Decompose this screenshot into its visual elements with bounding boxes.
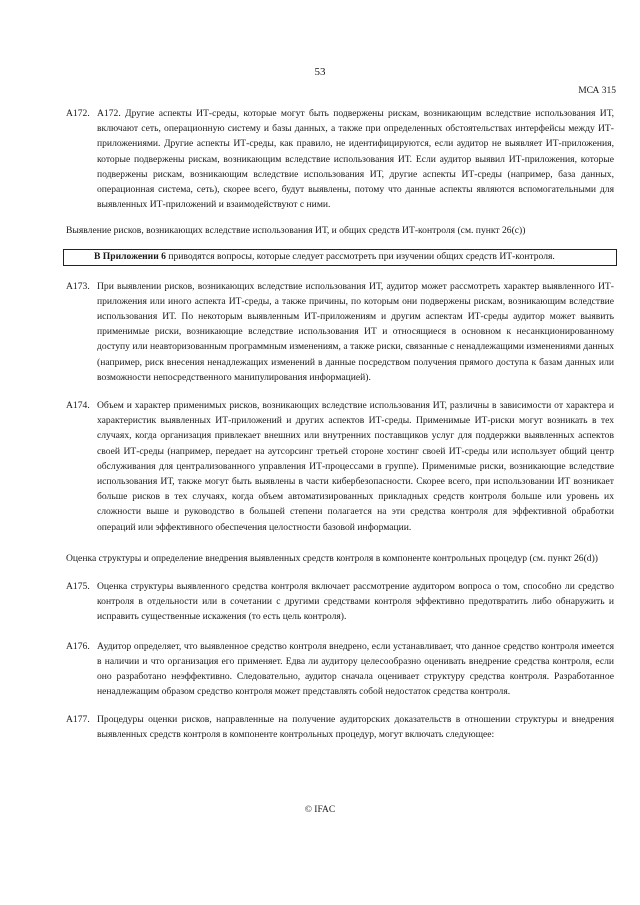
paragraph-text: Аудитор определяет, что выявленное средство контроля внедрено, если устанавливает, что данное средство контроля имеется в наличии и что организация его применяет. Едва ли аудитору целесообразно оценивать внедрение средства контроля, если оно разработано неэффективно. Следовательно, аудитор сначала оценивает структуру средства контроля. Разработанное ненадлежащим образом средство контроля может представлять собой недостаток средства контроля. [97, 640, 614, 698]
paragraph-a173 [66, 279, 614, 385]
paragraph-text: Процедуры оценки рисков, направленные на получение аудиторских доказательств в отношении структуры и внедрения выявленных средств контроля в компоненте контрольных процедур, могут включать следующее: [97, 713, 614, 740]
page-number: 53 [314, 66, 326, 78]
footer-copyright: © IFAC [304, 805, 336, 815]
paragraph-number: A176. [66, 640, 90, 652]
paragraph-text: Оценка структуры выявленного средства контроля включает рассмотрение аудитором вопроса о том, способно ли средство контроля в отдельности или в сочетании с другими средствами контроля эффективно предотвратить либо обнаружить и исправить существенные искажения (то есть цель контроля). [97, 581, 614, 623]
paragraph-text: Объем и характер применимых рисков, возникающих вследствие использования ИТ, различны в зависимости от характера и характеристик выявленных ИТ-приложений и других аспектов ИТ-среды. Применимые ИТ-риски могут возникать в тех случаях, когда организация привлекает внешних или внутренних поставщиков услуг для поддержки выявленных аспектов своей ИТ-среды (например, передает на аутсорсинг третьей стороне хостинг своей ИТ-среды или использует общий центр обслуживания для централизованного управления ИТ-процессами в группе). Применимые риски, возникающие вследствие использования ИТ, также могут быть выявлены в части кибербезопасности. Скорее всего, при использовании ИТ возникает больше рисков в тех случаях, когда объем автоматизированных прикладных средств контроля больше или уровень их сложности выше и руководство в большей степени полагается на эти средства контроля для эффективной обработки операций или эффективного обеспечения целостности базовой информации. [97, 400, 614, 533]
paragraph-number: A175. [66, 581, 90, 593]
paragraph-number: A173. [66, 280, 90, 292]
paragraph-number: A174. [66, 400, 90, 412]
paragraph-a175 [66, 579, 614, 625]
section-heading-it-risks: Выявление рисков, возникающих вследствие использования ИТ, и общих средств ИТ-контроля (см. пункт 26(c)) [66, 225, 526, 237]
paragraph-a176 [66, 639, 614, 700]
paragraph-number: A177. [66, 713, 90, 725]
appendix-note-bold: В Приложении 6 [94, 250, 166, 262]
appendix-note-text: приводятся вопросы, которые следует рассмотреть при изучении общих средств ИТ-контроля. [165, 250, 555, 262]
page-body [66, 106, 614, 742]
paragraph-text: A172. Другие аспекты ИТ-среды, которые могут быть подвержены рискам, возникающим вследствие использования ИТ, включают сеть, операционную систему и базы данных, а также при определенных обстоятельствах интерфейсы между ИТ-приложениями. Другие аспекты ИТ-среды, как правило, не идентифицируются, если аудитор не выявляет ИТ-приложения, которые подвержены рискам, возникающим вследствие использования ИТ. Если аудитор выявил ИТ-приложения, которые подвержены рискам, возникающим вследствие использования ИТ, другие аспекты ИТ-среды (например, база данных, операционная система, сеть), скорее всего, будут выявлены, потому что данные аспекты являются вспомогательными для выявленных ИТ-приложений и взаимодействуют с ними. [97, 108, 614, 211]
paragraph-text: При выявлении рисков, возникающих вследствие использования ИТ, аудитор может рассмотреть характер выявленного ИТ-приложения или иного аспекта ИТ-среды, а также причины, по которым они подвержены рискам, возникающим вследствие использования ИТ. По некоторым выявленным ИТ-приложениям и другим аспектам ИТ-среды аудитор может выявить применимые риски, возникающие вследствие использования ИТ и относящиеся в основном к несанкционированному доступу или неавторизованным программным изменениям, а также риски, связанные с ненадлежащими изменениями данных (например, риск внесения ненадлежащих изменений в данные посредством получения прямого доступа к базам данных или возможности непосредственного манипулирования информацией). [97, 280, 614, 383]
paragraph-number: A172. [66, 108, 90, 119]
appendix-note-box [63, 249, 617, 266]
paragraph-a177 [66, 712, 614, 742]
standard-reference: МСА 315 [578, 86, 616, 96]
paragraph-a174 [66, 398, 614, 535]
section-heading-control-design: Оценка структуры и определение внедрения выявленных средств контроля в компоненте контрольных процедур (см. пункт 26(d)) [66, 552, 598, 564]
paragraph-a172 [66, 106, 614, 212]
